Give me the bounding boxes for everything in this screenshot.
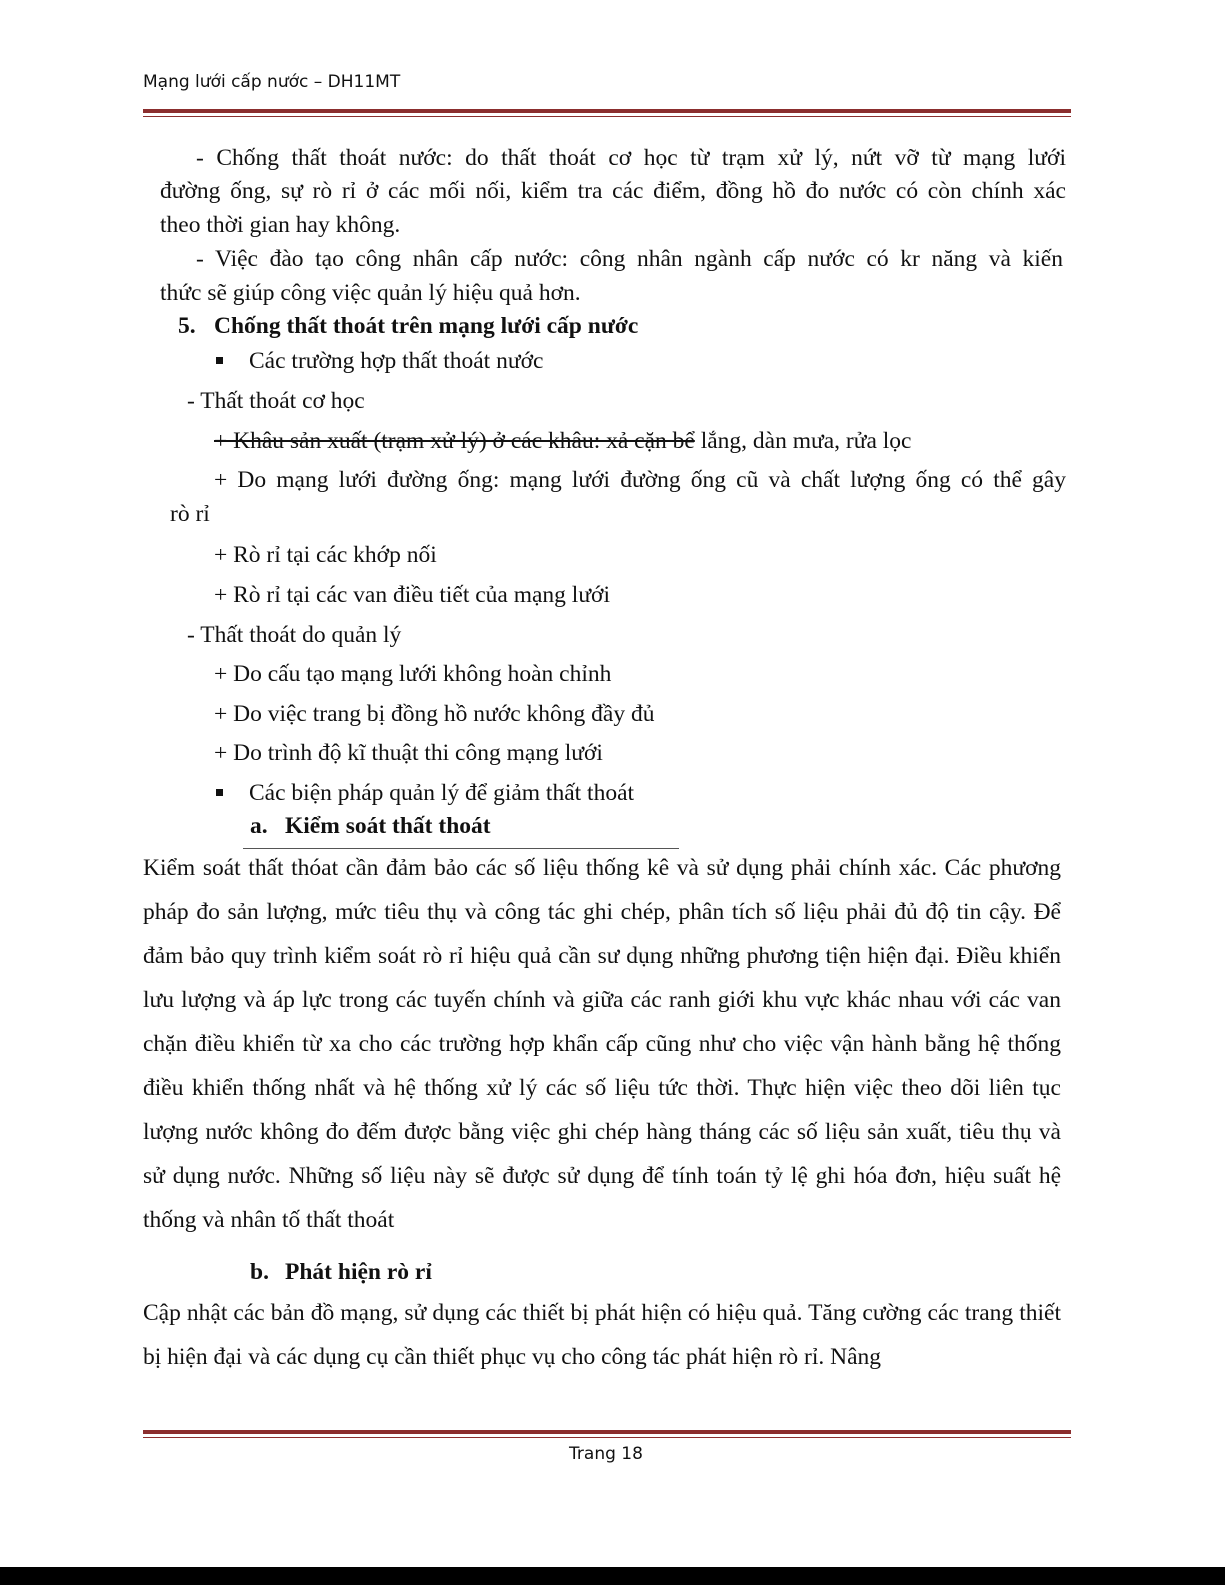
sub-b-body: Cập nhật các bản đồ mạng, sử dụng các thiết bị phát hiện có hiệu quả. Tăng cường các trang thiết bị hiện đại và các dụng cụ cần thiết phục vụ cho công tác phát hiện rò rỉ. Nâng (143, 1300, 1061, 1370)
struck-text: + Khâu sản xuất (trạm xử lý) ở các khâu: xả cặn bể (214, 428, 695, 454)
header-rule-thin (143, 116, 1071, 117)
intro-p2-line1: - Việc đào tạo công nhân cấp nước: công nhân ngành cấp nước có kr năng và kiến (196, 246, 1063, 272)
sub-a-label: a. (250, 813, 268, 839)
bullet-cases-text: Các trường hợp thất thoát nước (249, 348, 544, 374)
mgmt-item-structure: + Do cấu tạo mạng lưới không hoàn chỉnh (214, 661, 612, 687)
bottom-edge-bar (0, 1567, 1225, 1585)
mech-item-joints: + Rò rỉ tại các khớp nối (214, 542, 437, 568)
square-bullet-icon (216, 357, 223, 364)
mgmt-heading: - Thất thoát do quản lý (187, 622, 402, 648)
sub-a-title: Kiểm soát thất thoát (285, 813, 491, 839)
square-bullet-icon (216, 789, 223, 796)
sub-b-label: b. (250, 1259, 269, 1285)
page-header-title: Mạng lưới cấp nước – DH11MT (143, 72, 401, 92)
bullet-measures-text: Các biện pháp quản lý để giảm thất thoát (249, 780, 635, 806)
mech-item-production (214, 426, 912, 456)
mgmt-item-skill: + Do trình độ kĩ thuật thi công mạng lưới (214, 740, 603, 766)
footer-rule-thin (143, 1437, 1071, 1438)
section5-title: Chống thất thoát trên mạng lưới cấp nước (214, 313, 639, 339)
mech-item-valves: + Rò rỉ tại các van điều tiết của mạng lưới (214, 582, 611, 608)
section5-number: 5. (178, 313, 196, 339)
sub-b-title: Phát hiện rò rỉ (285, 1259, 432, 1285)
mgmt-item-meters: + Do việc trang bị đồng hồ nước không đầy đủ (214, 701, 655, 727)
mech-heading: - Thất thoát cơ học (187, 388, 365, 414)
page-number: Trang 18 (569, 1444, 643, 1464)
footer-rule-thick (143, 1430, 1071, 1434)
intro-p1-line1: - Chống thất thoát nước: do thất thoát cơ học từ trạm xử lý, nứt vỡ từ mạng lưới (196, 145, 1066, 171)
mech-item-pipes-line2: rò rỉ (170, 501, 210, 527)
sub-a-body: Kiểm soát thất thóat cần đảm bảo các số liệu thống kê và sử dụng phải chính xác. Các phương pháp đo sản lượng, mức tiêu thụ và công tác ghi chép, phân tích số liệu phải đủ độ tin cậy. Để đảm bảo quy trình kiểm soát rò rỉ hiệu quả cần sư dụng những phương tiện hiện đại. Điều khiển lưu lượng và áp lực trong các tuyến chính và giữa các ranh giới khu vực khác nhau với các van chặn điều khiển từ xa cho các trường hợp khẩn cấp cũng như cho việc vận hành bằng hệ thống điều khiển thống nhất và hệ thống xử lý các số liệu tức thời. Thực hiện việc theo dõi liên tục lượng nước không đo đếm được bằng việc ghi chép hàng tháng các số liệu sản xuất, tiêu thụ và sử dụng nước. Những số liệu này sẽ được sử dụng để tính toán tỷ lệ ghi hóa đơn, hiệu suất hệ thống và nhân tố thất thoát (143, 855, 1061, 1233)
item-rest-text: lắng, dàn mưa, rửa lọc (694, 428, 912, 454)
intro-p1-line3: theo thời gian hay không. (160, 212, 401, 238)
intro-p2-line2: thức sẽ giúp công việc quản lý hiệu quả hơn. (160, 280, 581, 306)
intro-p1-line2: đường ống, sự rò rỉ ở các mối nối, kiểm tra các điểm, đồng hồ đo nước có còn chính xác (160, 178, 1066, 204)
mech-item-pipes-line1: + Do mạng lưới đường ống: mạng lưới đường ống cũ và chất lượng ống có thể gây (214, 467, 1066, 493)
header-rule-thick (143, 109, 1071, 113)
